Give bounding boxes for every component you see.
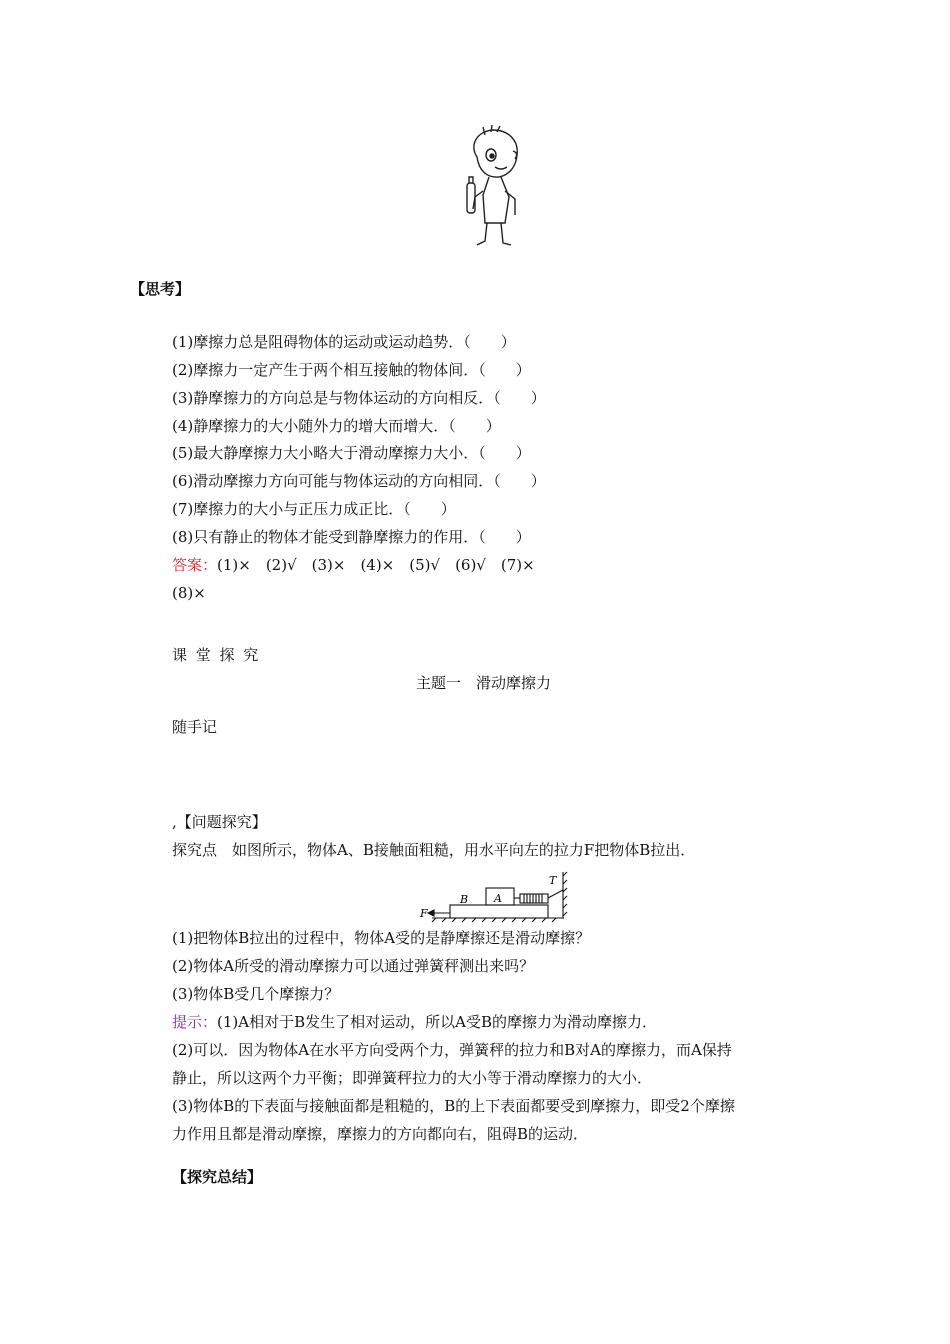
hint-2-line-b: 静止，所以这两个力平衡；即弹簧秤拉力的大小等于滑动摩擦力的大小． xyxy=(172,1069,653,1087)
think-question-3: (3)静摩擦力的方向总是与物体运动的方向相反．（ ） xyxy=(172,389,546,407)
problem-intro: 探究点 如图所示，物体A、B接触面粗糙，用水平向左的拉力F把物体B拉出． xyxy=(172,841,696,859)
hint-2-line-a: (2)可以．因为物体A在水平方向受两个力，弹簧秤的拉力和B对A的摩擦力，而A保持 xyxy=(172,1041,732,1059)
section-title: 课 堂 探 究 xyxy=(172,646,261,664)
think-question-8: (8)只有静止的物体才能受到静摩擦力的作用．（ ） xyxy=(172,528,531,546)
answer-line-2: (8)× xyxy=(172,584,206,602)
problem-question-3: (3)物体B受几个摩擦力？ xyxy=(172,985,340,1003)
string-to-wall xyxy=(548,890,563,898)
think-question-7: (7)摩擦力的大小与正压力成正比．（ ） xyxy=(172,500,456,518)
label-f: F xyxy=(420,907,428,920)
wall-hatch xyxy=(563,872,567,916)
problem-question-1: (1)把物体B拉出的过程中，物体A受的是静摩擦还是滑动摩擦？ xyxy=(172,929,591,947)
problem-heading: ,【问题探究】 xyxy=(172,813,267,831)
hint-line-1 xyxy=(172,1012,657,1032)
think-question-5: (5)最大静摩擦力大小略大于滑动摩擦力大小．（ ） xyxy=(172,444,531,462)
think-heading: 【思考】 xyxy=(130,280,191,298)
topic-title: 主题一 滑动摩擦力 xyxy=(416,674,552,692)
think-question-4: (4)静摩擦力的大小随外力的增大而增大．（ ） xyxy=(172,417,501,435)
cartoon-boy-illustration xyxy=(455,125,535,250)
hint-3-line-b: 力作用且都是滑动摩擦，摩擦力的方向都向右，阻碍B的运动． xyxy=(172,1125,589,1143)
ground-hatch xyxy=(432,918,556,922)
label-t: T xyxy=(549,874,557,887)
notes-label: 随手记 xyxy=(172,718,218,736)
think-question-1: (1)摩擦力总是阻碍物体的运动或运动趋势．（ ） xyxy=(172,333,516,351)
think-question-6: (6)滑动摩擦力方向可能与物体运动的方向相同．（ ） xyxy=(172,472,546,490)
summary-heading: 【探究总结】 xyxy=(172,1168,263,1186)
answer-values: (1)× (2)√ (3)× (4)× (5)√ (6)√ (7)× xyxy=(217,556,535,574)
block-b xyxy=(450,905,548,918)
hint-1-text: (1)A相对于B发生了相对运动，所以A受B的摩擦力为滑动摩擦力． xyxy=(217,1013,657,1031)
label-b: B xyxy=(460,893,469,906)
label-a: A xyxy=(494,892,502,905)
hint-label: 提示： xyxy=(172,1013,218,1031)
friction-diagram xyxy=(416,868,572,924)
think-question-2: (2)摩擦力一定产生于两个相互接触的物体间．（ ） xyxy=(172,361,531,379)
answer-label: 答案： xyxy=(172,556,218,574)
hint-3-line-a: (3)物体B的下表面与接触面都是粗糙的，B的上下表面都要受到摩擦力，即受2个摩擦 xyxy=(172,1097,735,1115)
answer-line xyxy=(172,555,535,575)
problem-question-2: (2)物体A所受的滑动摩擦力可以通过弹簧秤测出来吗？ xyxy=(172,957,535,975)
